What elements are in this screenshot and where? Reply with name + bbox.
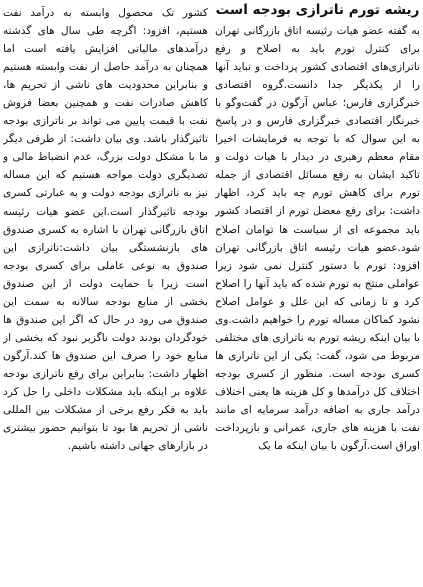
article-headline: ریشه تورم ناترازی بودجه است: [215, 2, 420, 18]
article-body-left: کشور تک محصول وابسته به درآمد نفت هستیم، افزود: اگرچه طی سال های گذشته درآمدهای مالیاتی افزایش یافته است اما همچنان به درآمد حاصل از نفت وابسته هستیم و بنابراین محدودیت های ناشی از تحریم ها، کاهش صادرات نفت و همچنین بعضا فروش نفت با قیمت پایین می تواند بر ناترازی بودجه تاثیرگذار باشد. وی بیان داشت: از طرفی دیگر ما با مشکل دولت بزرگ، عدم انضباط مالی و تصدیگری دولت مواجه هستیم که این مساله نیز به ناترازی بودجه دولت و به عبارتی کسری بودجه تاثیرگذار است.این عضو هیات رئیسه اتاق بازرگانی تهران با اشاره به کسری صندوق های بازنشستگی بیان داشت:ناترازی این صندوق به نوعی عاملی برای کسری بودجه است زیرا با حمایت دولت از این صندوق بخشی از منابع بودجه سالانه به سمت این صندوق می رود در حال که اگر این صندوق ها خودگردان بودند دولت ناگزیر نبود که بخشی از منابع خود را صرف این صندوق ها کند.آرگون اظهار داشت: بنابراین برای رفع ناترازی بودجه علاوه بر اینکه باید مشکلات داخلی را حل کرد باید به فکر رفع برخی از مشکلات بین المللی ناشی از تحریم ها بود تا بتوانیم حضور بیشتری در بازارهای جهانی داشته باشیم.: [3, 7, 208, 453]
right-column: [215, 0, 420, 587]
column-gutter: [210, 0, 211, 587]
article-body-right: به گفته عضو هیات رئیسه اتاق بازرگانی تهران برای کنترل تورم باید به اصلاح و رفع ناترازی‌های اقتصادی کشور پرداخت و نباید آنها را از یکدیگر جدا دانست.گروه اقتصادی خبرگزاری فارس؛ عباس آرگون در گفت‌وگو با خبرنگار اقتصادی خبرگزاری فارس و در پاسخ به این سوال که با توجه به فرمایشات اخیرا مقام معظم رهبری در دیدار با هیات دولت و تاکید ایشان به رفع مسائل اقتصادی از جمله تورم برای کاهش تورم چه باید کرد، اظهار داشت: برای رفع معضل تورم از اقتصاد کشور باید مجموعه ای از سیاست ها توامان اصلاح شود.عضو هیات رئیسه اتاق بازرگانی تهران افزود: تورم با دستور کنترل نمی شود زیرا عواملی منتج به تورم شده که باید آنها را اصلاح کرد و تا زمانی که این علل و عوامل اصلاح نشود کماکان مساله تورم را خواهیم داشت.وی با بیان اینکه ریشه تورم به ناترازی های مختلفی مربوط می شود، گفت: یکی از این ناترازی ها کسری بودجه است. منظور از کسری بودجه اختلاف کل درآمدها و کل هزینه ها یعنی اختلاف درآمد جاری به اضافه درآمد سرمایه ای مانند نفت با هزینه های جاری، عمرانی و بازپرداخت اوراق است.آرگون با بیان اینکه ما یک: [215, 25, 420, 453]
left-column: [3, 0, 208, 587]
